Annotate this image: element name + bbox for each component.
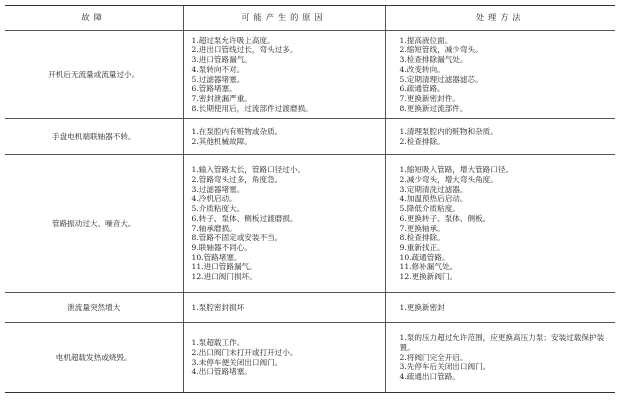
solution-item: 3.先停车后关闭出口阀门。: [399, 362, 491, 372]
troubleshooting-sheet: [5, 5, 615, 393]
solution-list: [385, 119, 615, 155]
solution-item: 8.检查排除。: [399, 233, 445, 243]
header-solutions: 处理方法: [385, 6, 615, 31]
solution-item: 1.缩短吸入管路，增大管路口径。: [399, 165, 514, 175]
header-causes: 可能产生的原因: [183, 6, 385, 31]
cause-list: [183, 31, 385, 119]
solution-item: 7.更换新密封件。: [399, 93, 460, 103]
solution-item: 5.定期清理过滤器滤芯。: [399, 74, 483, 84]
cause-list: [183, 323, 385, 393]
cause-item: 6.转子、泵体、侧板过渡磨损。: [191, 213, 298, 223]
solution-item: 1.更换新密封: [399, 302, 445, 312]
table-row: [5, 155, 615, 293]
table-row: [5, 119, 615, 155]
troubleshooting-table: [5, 5, 615, 393]
cause-item: 4.出口管路堵塞。: [191, 367, 252, 377]
fault-description: 开机后无流量或流量过小。: [5, 31, 183, 119]
solution-item: 4.改变转向。: [399, 64, 445, 74]
cause-list: [183, 155, 385, 293]
solution-item: 4.加温预热后启动。: [399, 194, 468, 204]
solution-list: [385, 323, 615, 393]
solution-item: 2.将阀门完全开启。: [399, 352, 468, 362]
cause-item: 2.其他机械故障。: [191, 136, 252, 146]
solution-item: 3.定期清洗过滤器。: [399, 184, 468, 194]
cause-item: 1.泵超载工作。: [191, 338, 245, 348]
cause-list: [183, 119, 385, 155]
cause-item: 1.泵腔密封损坏: [191, 302, 245, 312]
table-row: [5, 293, 615, 323]
solution-item: 1.提高液位面。: [399, 35, 453, 45]
cause-item: 10.管路堵塞。: [191, 252, 242, 262]
cause-item: 3.进口管路漏气。: [191, 55, 252, 65]
solution-item: 2.减少弯头，增大弯头角度。: [399, 174, 498, 184]
cause-item: 2.出口阀门未打开或打开过小。: [191, 347, 298, 357]
cause-item: 1.在泵腔内有赃物或杂质。: [191, 126, 283, 136]
fault-description: 电机超载发热或烧毁。: [5, 323, 183, 393]
solution-item: 12.更换新阀门。: [399, 272, 458, 282]
solution-item: 1.清理泵腔内的赃物和杂质。: [399, 126, 498, 136]
solution-item: 4.疏通出口管路。: [399, 372, 460, 382]
solution-item: 3.检查排除漏气处。: [399, 55, 468, 65]
cause-item: 4.冷机启动。: [191, 194, 237, 204]
table-row: [5, 323, 615, 393]
cause-item: 12.进口阀门损坏。: [191, 272, 257, 282]
cause-item: 2.进出口管线过长，弯头过多。: [191, 45, 298, 55]
cause-item: 3.过滤器堵塞。: [191, 184, 245, 194]
cause-item: 6.管路堵塞。: [191, 84, 237, 94]
table-row: [5, 31, 615, 119]
solution-item: 11.修补漏气处。: [399, 262, 458, 272]
solution-item: 2.检查排除。: [399, 136, 445, 146]
solution-item: 1.泵的压力超过允许范围，应更换高压力泵；安装过载保护装置。: [399, 333, 605, 352]
solution-item: 2.缩短管线，减少弯头。: [399, 45, 483, 55]
solution-item: 9.重新找正。: [399, 242, 445, 252]
fault-description: 管路振动过大、噪音大。: [5, 155, 183, 293]
cause-item: 5.介质粘度大。: [191, 204, 245, 214]
solution-list: [385, 293, 615, 323]
cause-item: 9.联轴器不同心。: [191, 242, 252, 252]
cause-item: 5.过滤器堵塞。: [191, 74, 245, 84]
solution-item: 7.更换轴承。: [399, 223, 445, 233]
cause-item: 11.进口管路漏气。: [191, 262, 257, 272]
solution-item: 8.更换新过流部件。: [399, 103, 468, 113]
cause-item: 2.管路弯头过多，角度急。: [191, 174, 283, 184]
cause-item: 3.未停车便关闭出口阀门。: [191, 357, 283, 367]
solution-list: [385, 31, 615, 119]
fault-description: 手盘电机端联轴器不转。: [5, 119, 183, 155]
cause-item: 8.长期使用后，过流部件过渡磨损。: [191, 103, 313, 113]
solution-item: 6.更换转子、泵体、侧板。: [399, 213, 491, 223]
solution-list: [385, 155, 615, 293]
fault-description: 泄流量突然增大: [5, 293, 183, 323]
solution-item: 6.疏通管路。: [399, 84, 445, 94]
header-fault: 故障: [5, 6, 183, 31]
solution-item: 5.降低介质粘度。: [399, 204, 460, 214]
cause-list: [183, 293, 385, 323]
cause-item: 1.输入管路太长，管路口径过小。: [191, 165, 306, 175]
cause-item: 7.密封泄漏严重。: [191, 93, 252, 103]
cause-item: 4.泵转向不对。: [191, 64, 245, 74]
cause-item: 7.轴承磨损。: [191, 223, 237, 233]
cause-item: 1.超过泵允许吸上高度。: [191, 35, 275, 45]
table-header-row: [5, 6, 615, 31]
cause-item: 8.管路不固定或安装不当。: [191, 233, 283, 243]
solution-item: 10.疏通管路。: [399, 252, 450, 262]
